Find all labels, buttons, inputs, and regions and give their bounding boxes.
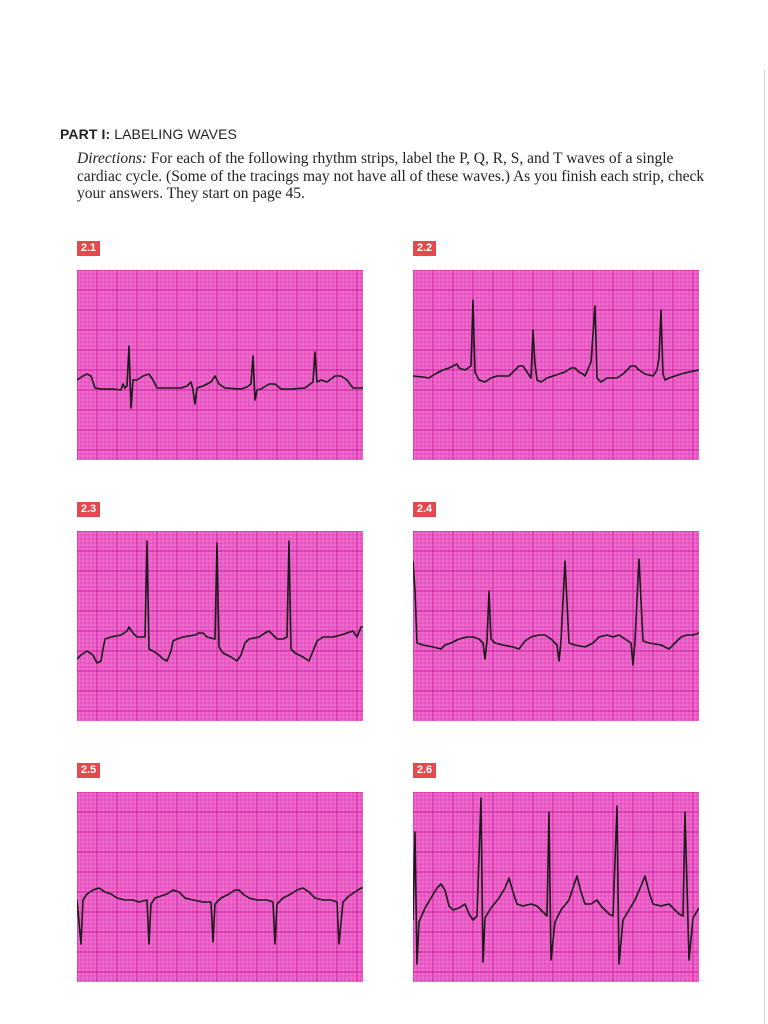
strip-label: 2.4 <box>413 502 436 517</box>
part-heading <box>60 126 237 142</box>
page-edge-rule <box>764 70 765 1024</box>
ecg-grid-2-5 <box>77 792 363 982</box>
strip-label: 2.6 <box>413 763 436 778</box>
strip-label: 2.2 <box>413 241 436 256</box>
part-title: LABELING WAVES <box>114 126 237 142</box>
ecg-grid-2-1 <box>77 270 363 460</box>
strip-label: 2.1 <box>77 241 100 256</box>
strip-label: 2.5 <box>77 763 100 778</box>
ecg-grid-2-2 <box>413 270 699 460</box>
ecg-grid-2-4 <box>413 531 699 721</box>
ecg-grid-2-6 <box>413 792 699 982</box>
directions-text: For each of the following rhythm strips, label the P, Q, R, S, and T waves of a single cardiac cycle. (Some of the tracings may not have all of these waves.) As you finish each strip, check your answers. They start on page 45. <box>77 150 705 202</box>
directions-lead: Directions: <box>77 150 148 167</box>
strip-label: 2.3 <box>77 502 100 517</box>
part-number: PART I: <box>60 126 111 142</box>
ecg-grid-2-3 <box>77 531 363 721</box>
directions-paragraph <box>77 150 717 203</box>
